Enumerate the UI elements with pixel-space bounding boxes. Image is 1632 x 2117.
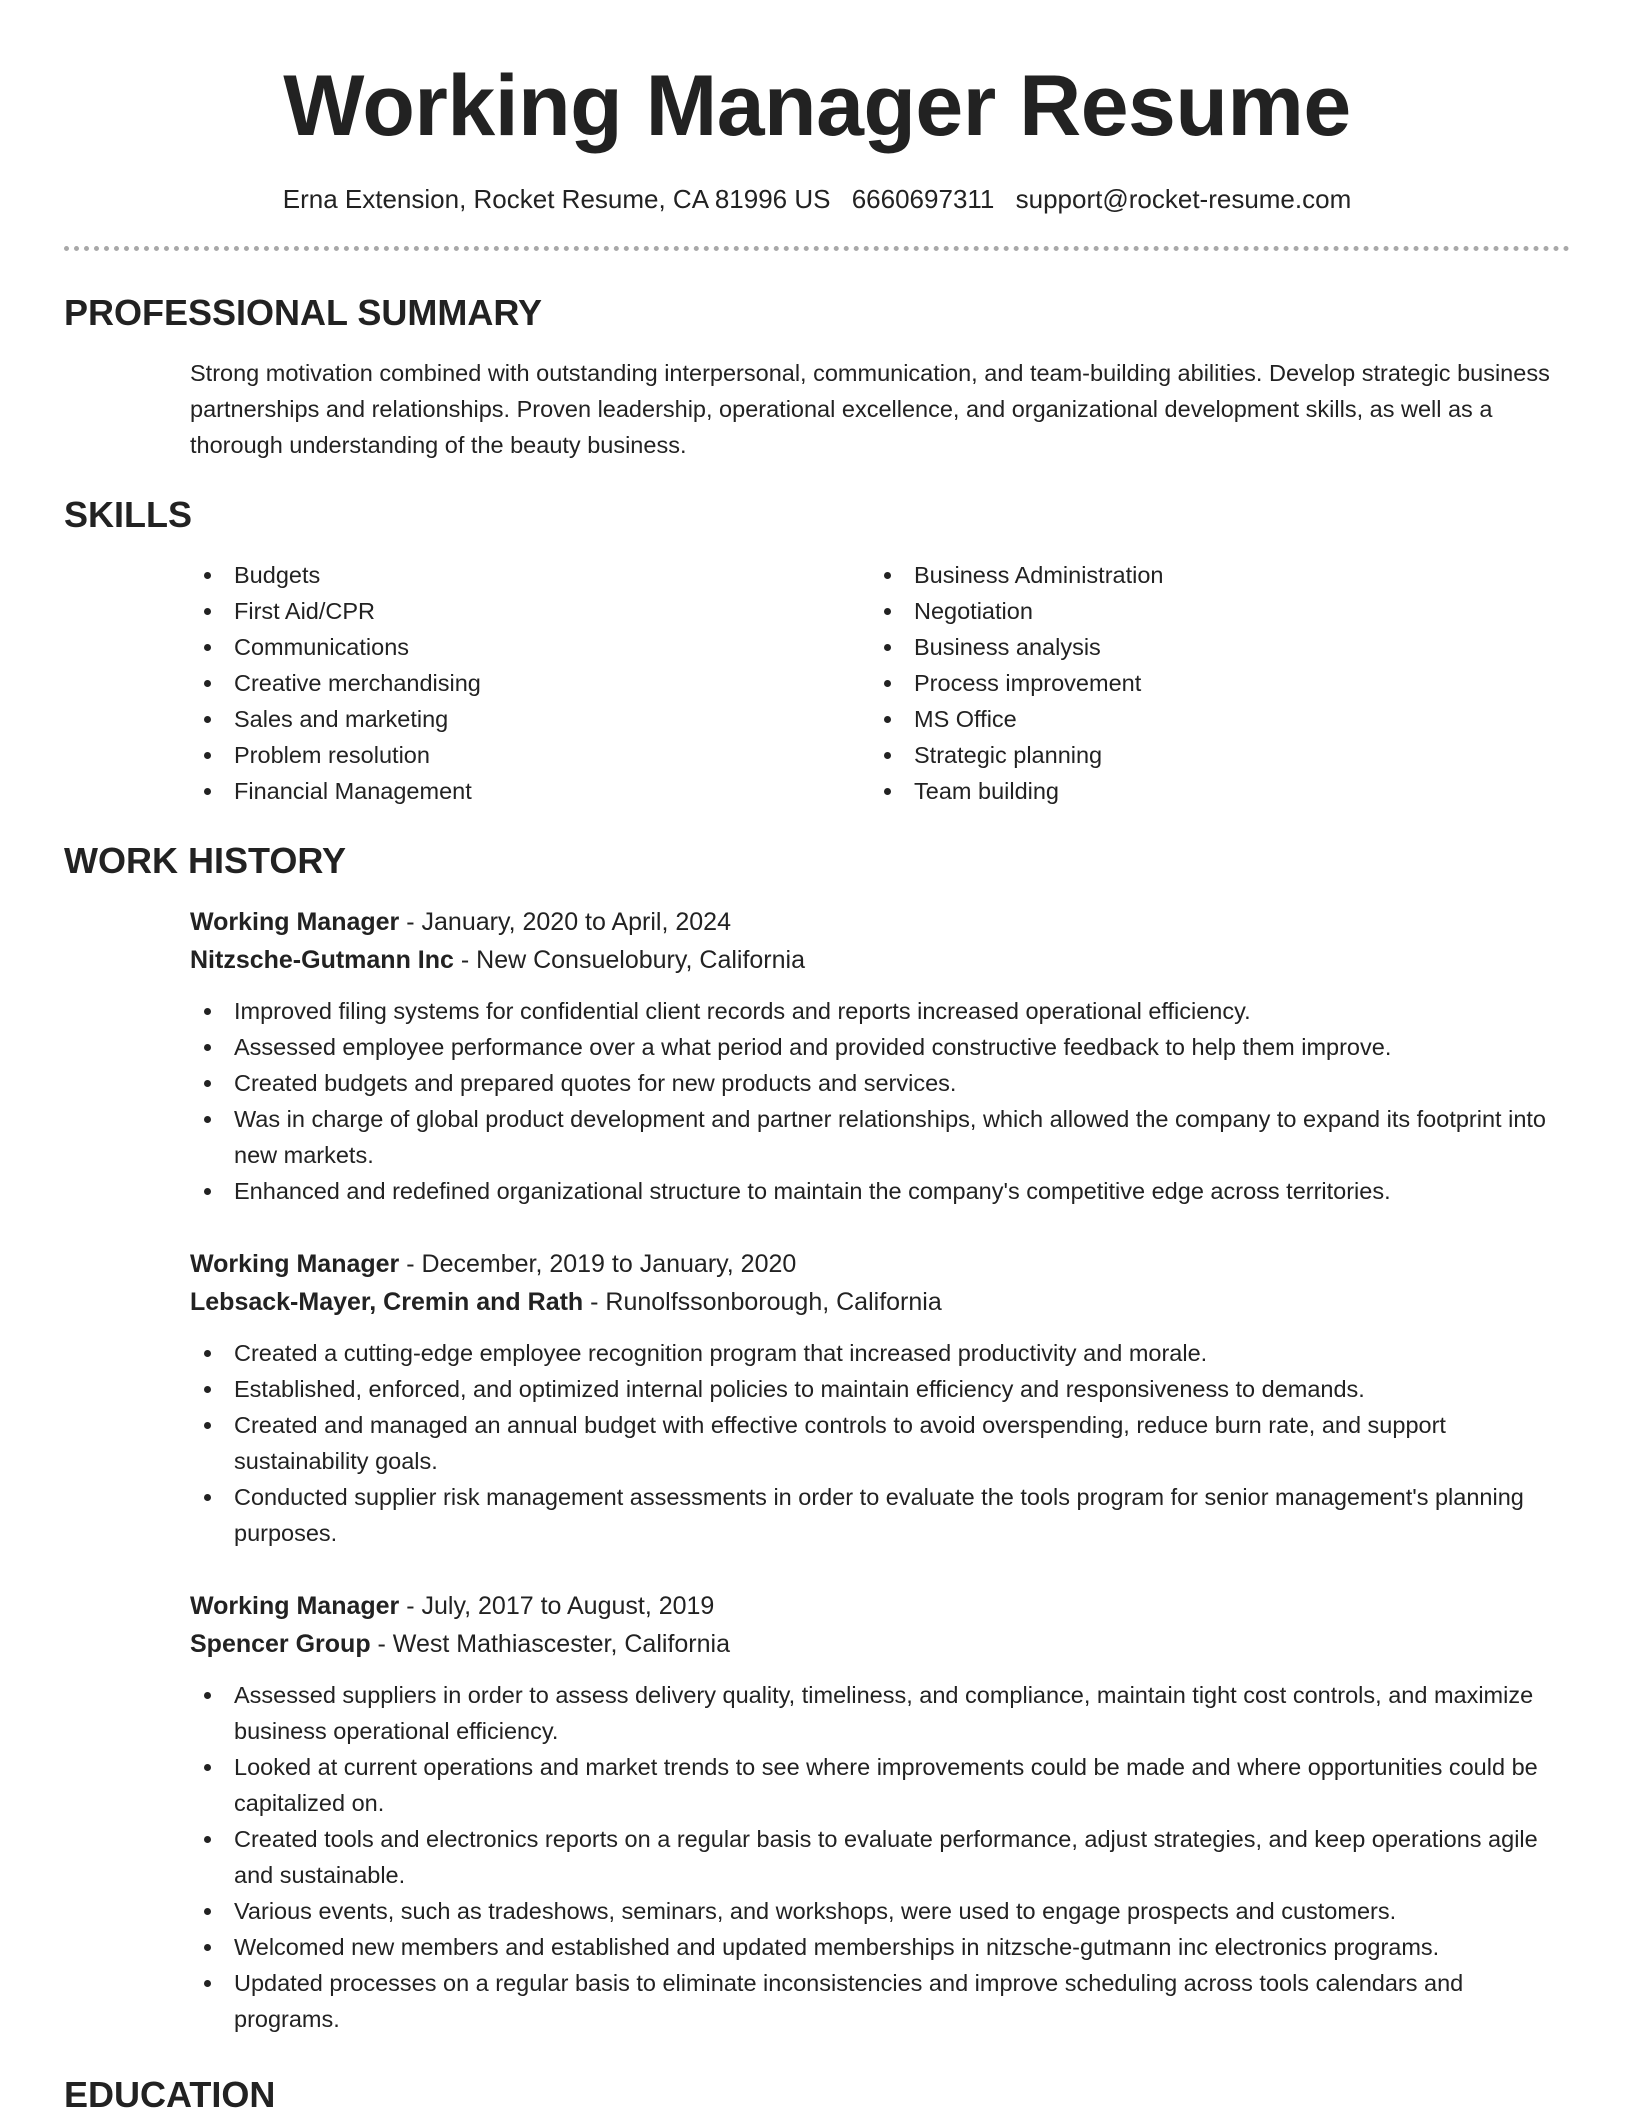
skills-heading: SKILLS (64, 494, 193, 535)
job-duties (190, 1335, 1570, 1551)
job-title: Working Manager (190, 908, 400, 936)
skill-item: Problem resolution (190, 737, 870, 773)
job-duty-item: Created tools and electronics reports on a regular basis to evaluate performance, adjust strategies, and keep operations agile and sustainable. (190, 1821, 1570, 1893)
job-entry (190, 903, 1570, 1209)
job-title-line (190, 1587, 1570, 1625)
job-title: Working Manager (190, 1250, 400, 1278)
skills-list-right (870, 557, 1550, 809)
job-duty-item: Welcomed new members and established and updated memberships in nitzsche-gutmann inc electronics programs. (190, 1929, 1570, 1965)
work-heading: WORK HISTORY (64, 840, 347, 881)
summary-heading: PROFESSIONAL SUMMARY (64, 292, 543, 333)
skill-item: Sales and marketing (190, 701, 870, 737)
skill-item: First Aid/CPR (190, 593, 870, 629)
job-duty-item: Looked at current operations and market trends to see where improvements could be made and where opportunities could be capitalized on. (190, 1749, 1570, 1821)
job-dates: - January, 2020 to April, 2024 (399, 908, 731, 936)
education-heading: EDUCATION (64, 2074, 276, 2115)
skill-item: Financial Management (190, 773, 870, 809)
job-dates: - July, 2017 to August, 2019 (399, 1592, 715, 1620)
job-duty-item: Improved filing systems for confidential client records and reports increased operational efficiency. (190, 993, 1570, 1029)
job-company-line (190, 1625, 1570, 1663)
skill-item: Team building (870, 773, 1550, 809)
skills-section (64, 493, 1570, 809)
skill-item: Process improvement (870, 665, 1550, 701)
header-divider (64, 246, 1570, 251)
contact-line (64, 182, 1570, 216)
skill-item: Budgets (190, 557, 870, 593)
job-dates: - December, 2019 to January, 2020 (399, 1250, 797, 1278)
job-list (190, 903, 1570, 2037)
education-section (64, 2073, 1570, 2117)
resume-page (64, 0, 1570, 2117)
contact-phone: 6660697311 (851, 184, 995, 214)
job-duty-item: Conducted supplier risk management assessments in order to evaluate the tools program for senior management's planning purposes. (190, 1479, 1570, 1551)
job-entry (190, 1245, 1570, 1551)
contact-address: Erna Extension, Rocket Resume, CA 81996 US (282, 184, 831, 214)
skills-columns (190, 557, 1570, 809)
skill-item: Communications (190, 629, 870, 665)
job-company: Nitzsche-Gutmann Inc (190, 946, 454, 974)
job-duty-item: Various events, such as tradeshows, seminars, and workshops, were used to engage prospects and customers. (190, 1893, 1570, 1929)
job-company: Spencer Group (190, 1630, 371, 1658)
job-duty-item: Was in charge of global product development and partner relationships, which allowed the company to expand its footprint into new markets. (190, 1101, 1570, 1173)
job-duty-item: Assessed employee performance over a what period and provided constructive feedback to help them improve. (190, 1029, 1570, 1065)
job-location: - West Mathiascester, California (370, 1630, 730, 1658)
summary-text: Strong motivation combined with outstanding interpersonal, communication, and team-building abilities. Develop strategic business partnerships and relationships. Proven leadership, operational excellence, and organizational development skills, as well as a thorough understanding of the beauty business. (190, 360, 1550, 458)
job-title-line (190, 903, 1570, 941)
skill-item: Negotiation (870, 593, 1550, 629)
job-duty-item: Assessed suppliers in order to assess delivery quality, timeliness, and compliance, maintain tight cost controls, and maximize business operational efficiency. (190, 1677, 1570, 1749)
job-company-line (190, 1283, 1570, 1321)
skill-item: Strategic planning (870, 737, 1550, 773)
contact-email: support@rocket-resume.com (1015, 184, 1352, 214)
job-duty-item: Created a cutting-edge employee recognition program that increased productivity and morale. (190, 1335, 1570, 1371)
job-duty-item: Enhanced and redefined organizational structure to maintain the company's competitive edge across territories. (190, 1173, 1570, 1209)
job-title-line (190, 1245, 1570, 1283)
job-duty-item: Created and managed an annual budget with effective controls to avoid overspending, reduce burn rate, and support sustainability goals. (190, 1407, 1570, 1479)
job-company-line (190, 941, 1570, 979)
skill-item: Business analysis (870, 629, 1550, 665)
resume-title: Working Manager Resume (283, 58, 1351, 154)
job-duty-item: Established, enforced, and optimized internal policies to maintain efficiency and responsiveness to demands. (190, 1371, 1570, 1407)
job-location: - Runolfssonborough, California (583, 1288, 942, 1316)
job-duty-item: Created budgets and prepared quotes for new products and services. (190, 1065, 1570, 1101)
work-section (64, 839, 1570, 2037)
skill-item: MS Office (870, 701, 1550, 737)
job-company: Lebsack-Mayer, Cremin and Rath (190, 1288, 584, 1316)
skill-item: Creative merchandising (190, 665, 870, 701)
job-title: Working Manager (190, 1592, 400, 1620)
summary-section (64, 291, 1570, 463)
job-duty-item: Updated processes on a regular basis to eliminate inconsistencies and improve scheduling across tools calendars and programs. (190, 1965, 1570, 2037)
job-duties (190, 1677, 1570, 2037)
job-entry (190, 1587, 1570, 2037)
job-duties (190, 993, 1570, 1209)
job-location: - New Consuelobury, California (453, 946, 805, 974)
skills-list-left (190, 557, 870, 809)
skill-item: Business Administration (870, 557, 1550, 593)
